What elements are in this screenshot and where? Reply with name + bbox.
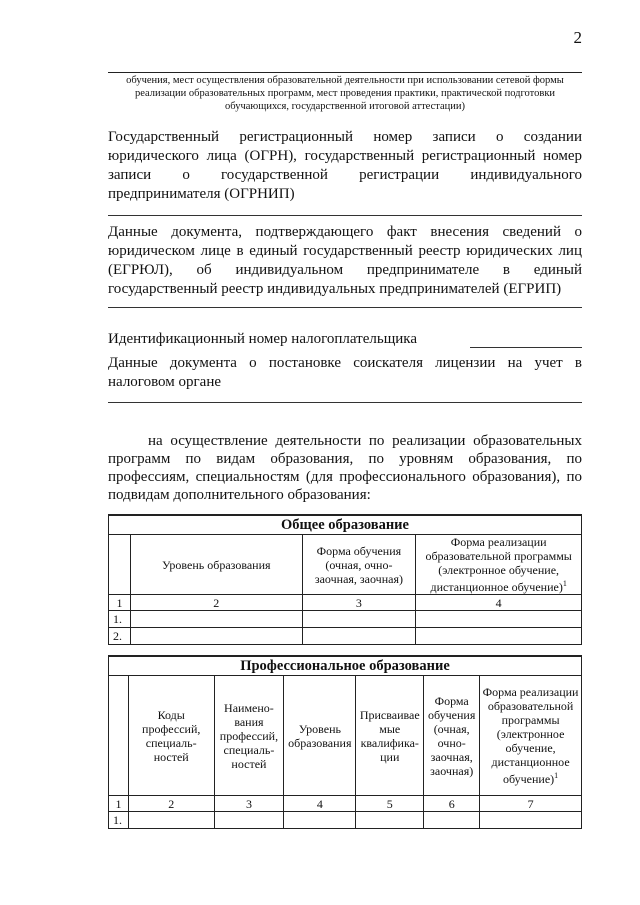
general-education-table (108, 515, 582, 645)
ogrn-field-line[interactable] (108, 215, 582, 216)
table-cell[interactable] (416, 628, 582, 645)
egrul-field-line[interactable] (108, 307, 582, 308)
general-header-realization: Форма реализации образовательной программы (электронное обучение, дистанционное обучение)$^1$ (416, 535, 582, 595)
row-number: 1. (109, 611, 131, 628)
table-cell[interactable] (128, 812, 214, 829)
prof-header-qualifications: Присваивае мые квалифика-ции (356, 676, 424, 796)
tax-field-line[interactable] (108, 402, 582, 403)
table-row (109, 611, 582, 628)
table-row (109, 628, 582, 645)
prof-header-realization: Форма реализации образовательной программы (электронное обучение, дистанционное обучение)$^1$ (480, 676, 582, 796)
tax-label: Данные документа о постановке соискателя лицензии на учет в налоговом органе (108, 355, 582, 390)
header-note: обучения, мест осуществления образовательной деятельности при использовании сетевой формы реализации образовательных программ, мест проведения практики, практической подготовки обучающихся, государственной итоговой аттестации) (108, 72, 582, 113)
row-number: 1. (109, 812, 129, 829)
prof-col-num: 1 (109, 796, 129, 812)
professional-education-table (108, 656, 582, 829)
table-cell[interactable] (130, 611, 302, 628)
table-cell[interactable] (302, 628, 416, 645)
table-cell[interactable] (424, 812, 480, 829)
prof-header-form: Форма обучения (очная, очно-заочная, заочная) (424, 676, 480, 796)
prof-col-num: 5 (356, 796, 424, 812)
table-row (109, 812, 582, 829)
general-footnote-mark: 1 (562, 579, 567, 588)
page-number: 2 (573, 28, 582, 47)
table-cell[interactable] (416, 611, 582, 628)
prof-col-num: 7 (480, 796, 582, 812)
table-cell[interactable] (214, 812, 284, 829)
general-col-num: 2 (130, 595, 302, 611)
prof-header-codes: Коды профессий, специаль-ностей (128, 676, 214, 796)
ogrn-label: Государственный регистрационный номер записи о создании юридического лица (ОГРН), государственный регистрационный номер записи о государственной регистрации индивидуального предпринимателя (ОГРНИП) (108, 129, 582, 202)
general-col-num: 3 (302, 595, 416, 611)
prof-header-empty (109, 676, 129, 796)
row-number: 2. (109, 628, 131, 645)
prof-header-level: Уровень образования (284, 676, 356, 796)
general-header-level: Уровень образования (130, 535, 302, 595)
general-col-num: 1 (109, 595, 131, 611)
table-cell[interactable] (356, 812, 424, 829)
general-table-title: Общее образование (109, 516, 582, 535)
prof-footnote-mark: 1 (554, 771, 559, 780)
table-cell[interactable] (480, 812, 582, 829)
inn-label: Идентификационный номер налогоплательщика (108, 331, 418, 347)
egrul-label: Данные документа, подтверждающего факт внесения сведений о юридическом лице в единый государственный реестр юридических лиц (ЕГРЮЛ), об индивидуальном предпринимателе в единый государственный реестр индивидуальных предпринимателей (ЕГРИП) (108, 224, 582, 297)
general-header-form: Форма обучения (очная, очно-заочная, заочная) (302, 535, 416, 595)
prof-col-num: 3 (214, 796, 284, 812)
intro-text: на осуществление деятельности по реализации образовательных программ по видам образования, по уровням образования, по профессиям, специальностям (для профессионального образования), по подвидам дополнительного образования: (108, 433, 582, 503)
table-cell[interactable] (302, 611, 416, 628)
inn-field-line[interactable] (470, 347, 582, 348)
general-header-empty (109, 535, 131, 595)
prof-col-num: 4 (284, 796, 356, 812)
prof-table-title: Профессиональное образование (109, 657, 582, 676)
prof-header-names: Наимено-вания профессий, специаль-ностей (214, 676, 284, 796)
table-cell[interactable] (284, 812, 356, 829)
general-col-num: 4 (416, 595, 582, 611)
prof-col-num: 2 (128, 796, 214, 812)
prof-col-num: 6 (424, 796, 480, 812)
table-cell[interactable] (130, 628, 302, 645)
